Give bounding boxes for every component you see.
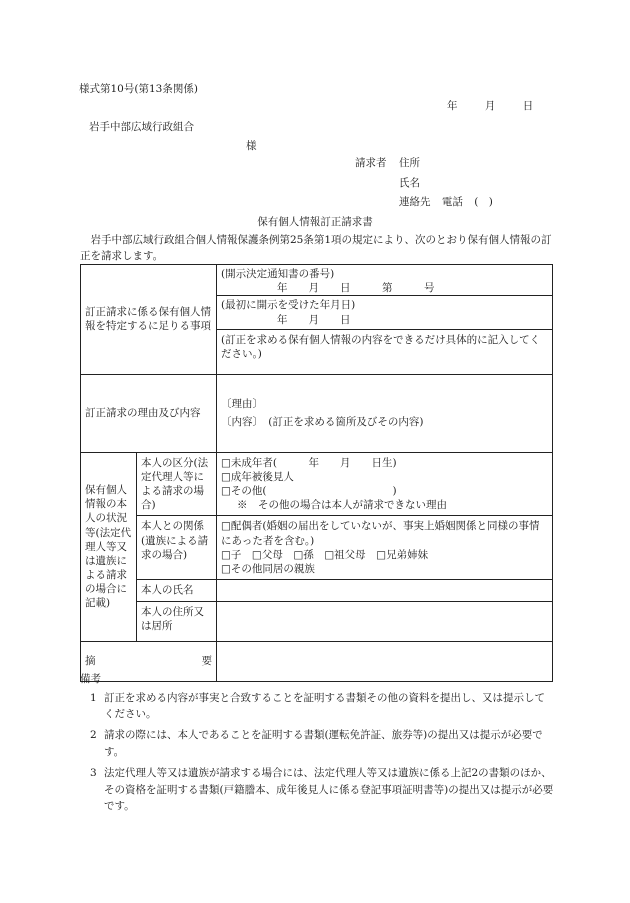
- row2-label: 訂正請求の理由及び内容: [81, 374, 217, 452]
- opt-other: □その他( ): [221, 485, 397, 498]
- reason-label: 〔理由〕: [221, 398, 263, 411]
- date-year: 年: [447, 100, 458, 112]
- rel-family: □子 □父母 □孫 □祖父母 □兄弟姉妹: [221, 548, 429, 561]
- note-num: 1: [90, 691, 97, 704]
- note-text: 法定代理人等又は遺族が請求する場合には、法定代理人等又は遺族に係る上記2の書類のほか、その資格を証明する書類(戸籍謄本、成年後見人に係る登記事項証明書等)の提出又は提示が必要です。: [104, 766, 554, 813]
- disclosure-no-label: (開示決定通知書の番号): [221, 268, 335, 280]
- date-day: 日: [522, 100, 534, 112]
- relation-label: 本人との関係(遺族による請求の場合): [137, 516, 217, 580]
- first-disclosure-label: (最初に開示を受けた年月日): [217, 295, 552, 312]
- addressee: 岩手中部広域行政組合: [89, 121, 194, 133]
- note-text: 訂正を求める内容が事実と合致することを証明する書類その他の資料を提出し、又は提示してください。: [104, 691, 545, 721]
- requester-name-label: 氏名: [399, 177, 420, 189]
- request-form-table: [80, 264, 553, 682]
- requester-label: 請求者: [355, 157, 387, 169]
- note-text: 請求の際には、本人であることを証明する書類(運転免許証、旅券等)の提出又は提示が必要です。: [104, 729, 543, 758]
- status-options: [217, 452, 553, 516]
- intro-text: 岩手中部広域行政組合個人情報保護条例第25条第1項の規定により、次のとおり保有個人情報の訂正を請求します。: [80, 234, 552, 263]
- phone-label: 電話: [441, 196, 463, 208]
- requester-address-label: 住所: [399, 157, 420, 169]
- note-num: 3: [90, 766, 97, 779]
- person-address-label: 本人の住所又は居所: [137, 602, 217, 642]
- note-item: [80, 765, 554, 815]
- row1-label: 訂正請求に係る保有個人情報を特定するに足りる事項: [81, 265, 217, 375]
- note-item: [80, 690, 554, 724]
- row2-content: [217, 374, 553, 452]
- rel-other: □その他同居の親族: [221, 562, 315, 575]
- rel-spouse: □配偶者(婚姻の届出をしていないが、事実上婚姻関係と同様の事情にあった者を含む。): [221, 520, 540, 547]
- remarks-label-2: 要: [201, 655, 212, 668]
- status-label: 本人の区分(法定代理人等による請求の場合): [137, 452, 217, 516]
- note-item: [80, 727, 554, 761]
- requester-contact: [399, 196, 501, 209]
- row1-content: [217, 265, 553, 375]
- note-num: 2: [90, 729, 97, 742]
- opt-guardian: □成年被後見人: [221, 470, 294, 483]
- person-name-value: [217, 580, 553, 602]
- form-id: 様式第10号(第13条関係): [79, 83, 198, 95]
- person-address-value: [217, 602, 553, 642]
- contact-label: 連絡先: [399, 196, 431, 208]
- opt-note: ※ その他の場合は本人が請求できない理由: [237, 499, 447, 512]
- opt-minor: □未成年者( 年 月 日生): [221, 456, 397, 469]
- date-month: 月: [484, 100, 496, 112]
- phone-paren: ( ): [474, 196, 493, 208]
- content-note: (訂正を求める保有個人情報の内容をできるだけ具体的に記入してください。): [217, 329, 552, 374]
- first-disclosure-line: 年 月 日: [277, 313, 351, 326]
- content-label: 〔内容〕 (訂正を求める箇所及びその内容): [221, 416, 424, 429]
- notes-head: 備考: [80, 673, 101, 685]
- row3-label: 保有個人情報の本人の状況等(法定代理人等又は遺族による請求の場合に記載): [81, 452, 137, 641]
- honorific: 様: [246, 140, 257, 152]
- notes: [80, 673, 554, 815]
- person-name-label: 本人の氏名: [137, 580, 217, 602]
- disclosure-no-line: 年 月 日 第 号: [277, 282, 435, 295]
- remarks-label-1: 摘: [85, 655, 96, 668]
- date-line: [447, 100, 557, 113]
- page-title: 保有個人情報訂正請求書: [257, 216, 373, 228]
- relation-options: [217, 516, 553, 580]
